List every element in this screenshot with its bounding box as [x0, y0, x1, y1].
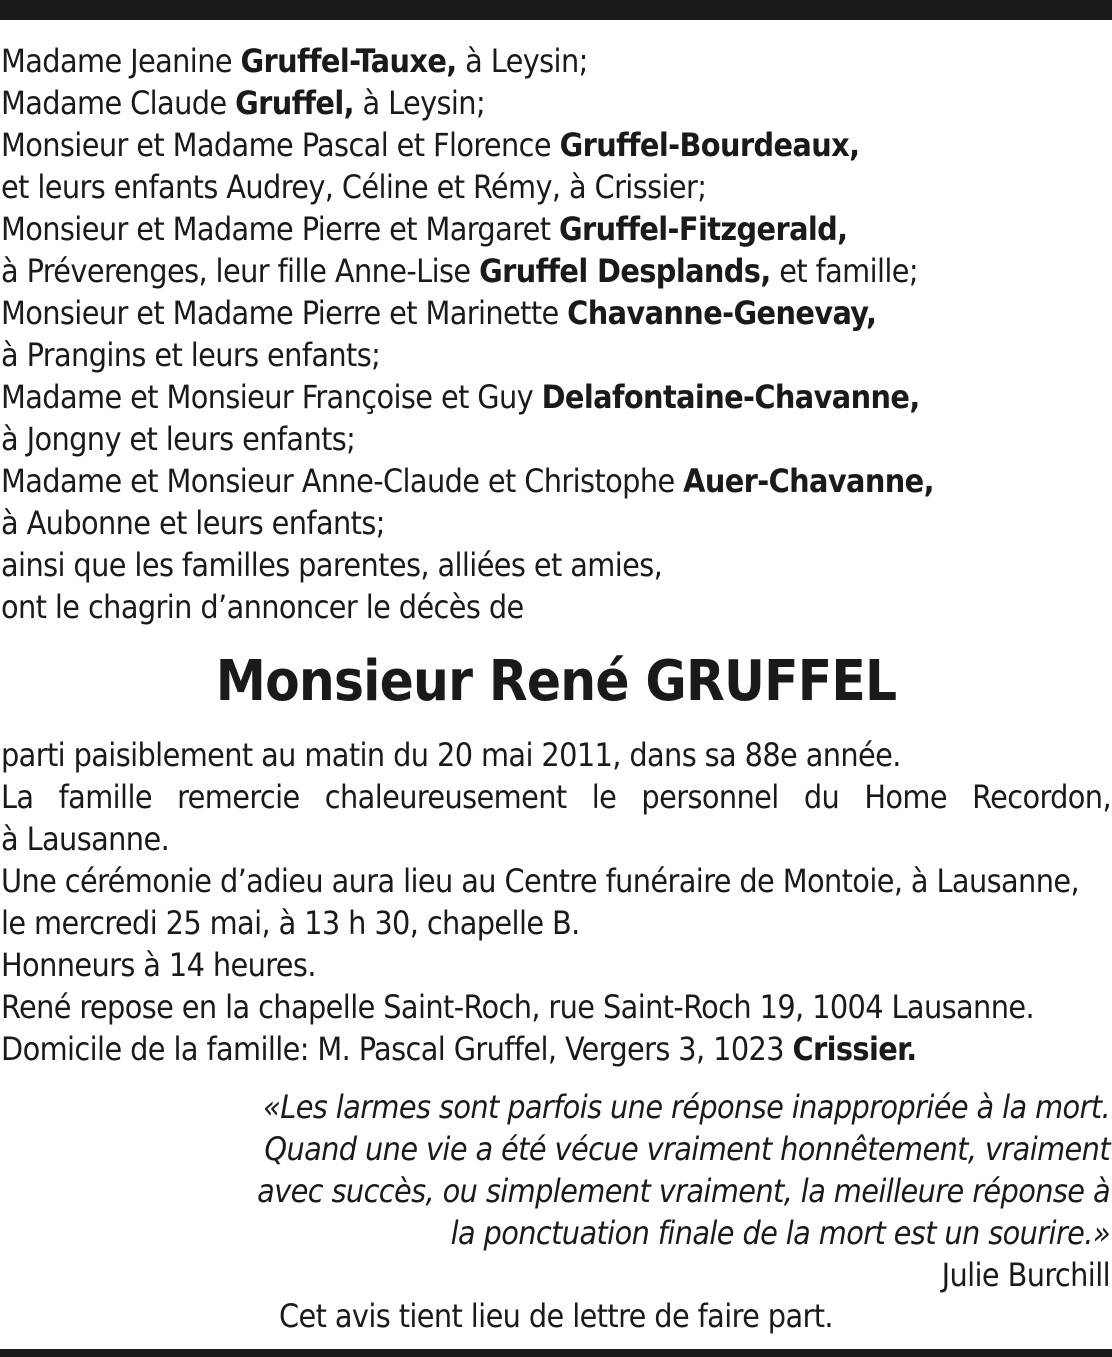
family-line: ainsi que les familles parentes, alliées et amies, [1, 546, 663, 584]
details-line: La famille remercie chaleureusement le personnel du Home Recordon, [1, 778, 1111, 816]
top-rule [0, 0, 1112, 20]
details-block [1, 734, 1111, 1070]
details-line: le mercredi 25 mai, à 13 h 30, chapelle B. [1, 904, 580, 942]
family-list [1, 40, 1111, 628]
notice-note: Cet avis tient lieu de lettre de faire part. [279, 1297, 833, 1335]
family-line: Monsieur et Madame Pierre et Marinette Chavanne-Genevay, [1, 294, 877, 332]
family-line: à Préverenges, leur fille Anne-Lise Gruffel Desplands, et famille; [1, 252, 919, 290]
family-line: Monsieur et Madame Pascal et Florence Gruffel-Bourdeaux, [1, 126, 860, 164]
family-domicile: Domicile de la famille: M. Pascal Gruffel, Vergers 3, 1023 Crissier. [1, 1030, 917, 1068]
family-line: et leurs enfants Audrey, Céline et Rémy, à Crissier; [1, 168, 707, 206]
quote-line: «Les larmes sont parfois une réponse inappropriée à la mort. [263, 1088, 1110, 1126]
family-line: Madame et Monsieur Françoise et Guy Delafontaine-Chavanne, [1, 378, 920, 416]
family-line: à Prangins et leurs enfants; [1, 336, 381, 374]
details-line: René repose en la chapelle Saint-Roch, rue Saint-Roch 19, 1004 Lausanne. [1, 988, 1035, 1026]
family-line: ont le chagrin d’annoncer le décès de [1, 588, 524, 626]
family-line: à Aubonne et leurs enfants; [1, 504, 385, 542]
family-line: à Jongny et leurs enfants; [1, 420, 356, 458]
family-line: Monsieur et Madame Pierre et Margaret Gruffel-Fitzgerald, [1, 210, 848, 248]
family-line: Madame Jeanine Gruffel-Tauxe, à Leysin; [1, 42, 588, 80]
family-line: Madame et Monsieur Anne-Claude et Christophe Auer-Chavanne, [1, 462, 934, 500]
details-line: Honneurs à 14 heures. [1, 946, 316, 984]
quote-line: avec succès, ou simplement vraiment, la meilleure réponse à [257, 1172, 1110, 1210]
deceased-name: Monsieur René GRUFFEL [215, 649, 897, 714]
family-line: Madame Claude Gruffel, à Leysin; [1, 84, 486, 122]
bottom-rule [0, 1349, 1112, 1357]
quote-author: Julie Burchill [941, 1256, 1110, 1294]
details-line: parti paisiblement au matin du 20 mai 2011, dans sa 88e année. [1, 736, 901, 774]
quote-line: Quand une vie a été vécue vraiment honnêtement, vraiment [264, 1130, 1110, 1168]
quote [150, 1086, 1110, 1254]
quote-line: la ponctuation finale de la mort est un sourire.» [450, 1214, 1110, 1252]
details-line: Une cérémonie d’adieu aura lieu au Centre funéraire de Montoie, à Lausanne, [1, 862, 1080, 900]
details-line: à Lausanne. [1, 820, 170, 858]
